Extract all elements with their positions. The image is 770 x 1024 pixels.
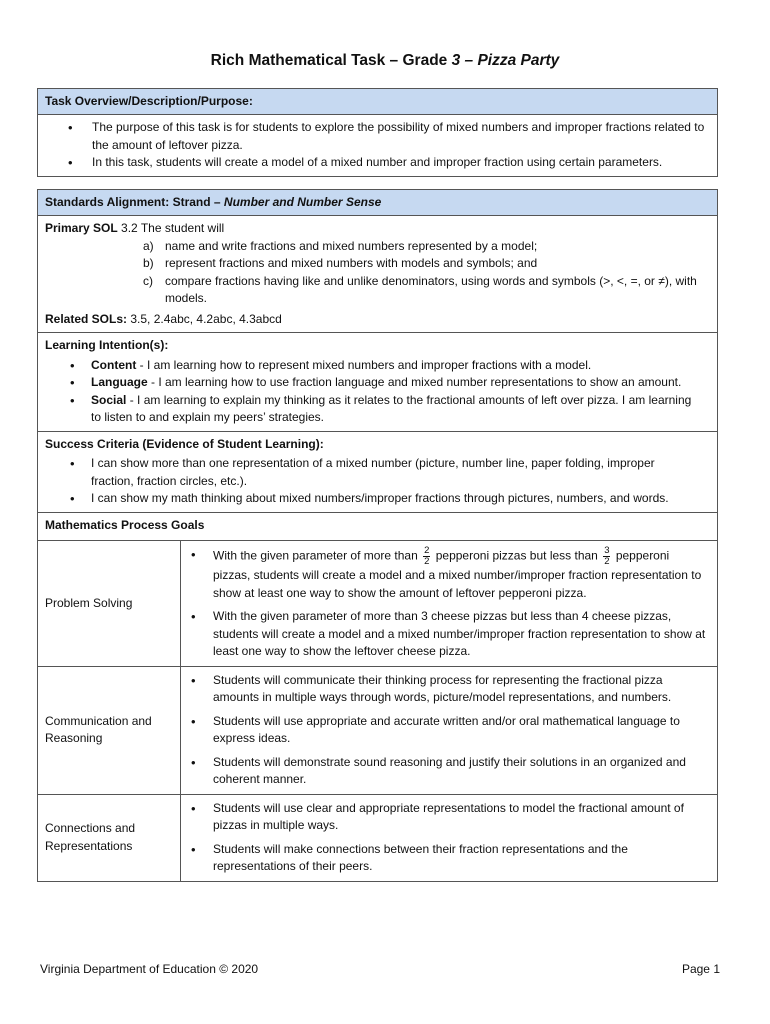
list-item: • Language - I am learning how to use fraction language and mixed number representations to show an amount. [91, 374, 700, 392]
process-goals-header-row [38, 513, 717, 542]
footer-copyright: Virginia Department of Education © 2020 [40, 962, 259, 976]
goal-label: Problem Solving [38, 541, 181, 666]
goal-list [181, 667, 717, 794]
learning-intentions-row [38, 333, 717, 432]
list-item: b) represent fractions and mixed numbers with models and symbols; and [143, 256, 538, 270]
list-item: • Students will demonstrate sound reasoning and justify their solutions in an organized and coherent manner. [213, 754, 707, 789]
process-goals-header: Mathematics Process Goals [45, 517, 205, 532]
standards-section [37, 189, 718, 882]
learning-list [45, 355, 710, 427]
list-item: • With the given parameter of more than $\frac{2}{2}$ pepperoni pizzas but less than $\frac{3}{2}$ pepperoni pizzas, students will create a model and a mixed number/improper fraction representation to show at least one way to show the amount of leftover pepperoni pizza. [213, 546, 707, 602]
list-item: • In this task, students will create a model of a mixed number and improper fraction using certain parameters. [92, 154, 707, 172]
success-header: Success Criteria (Evidence of Student Learning): [45, 436, 324, 451]
list-item: • Students will communicate their thinking process for representing the fractional pizza amounts in multiple ways through words, picture/model representations, and numbers. [213, 672, 707, 707]
goal-communication [38, 666, 717, 794]
goal-label: Communication and Reasoning [38, 667, 181, 794]
learning-header: Learning Intention(s): [45, 338, 169, 352]
goal-label: Connections and Representations [38, 795, 181, 881]
goal-list [181, 795, 717, 881]
list-item: • I can show my math thinking about mixed numbers/improper fractions through pictures, numbers, and words. [91, 490, 700, 508]
goal-connections [38, 794, 717, 881]
page-number: Page 1 [681, 962, 720, 976]
primary-sol-row: Primary SOL 3.2 The student will a) name and write fractions and mixed numbers represented by a model; b) represent fractions and mixed numbers with models and symbols; and c) compare fractions having like and unlike denominators, using words and symbols (>, <, =, or ≠), with models. Related SOLs: 3.5, 2.4abc, 4.2abc, 4.3abcd [38, 216, 717, 333]
fraction-2-over-2: $\frac{2}{2}$ [424, 545, 430, 567]
related-sols-label: Related SOLs: [45, 311, 128, 326]
overview-header: Task Overview/Description/Purpose: [38, 89, 717, 115]
fraction-3-over-2: $\frac{3}{2}$ [604, 545, 610, 567]
list-item: • Social - I am learning to explain my thinking as it relates to the fractional amounts of left over pizza. I am learning to listen to and explain my peers’ strategies. [91, 392, 700, 427]
list-item: • Students will use appropriate and accurate written and/or oral mathematical language to express ideas. [213, 713, 707, 748]
list-item: a) name and write fractions and mixed numbers represented by a model; [143, 238, 538, 253]
sol-sublist [143, 238, 710, 308]
task-overview-section [37, 88, 718, 177]
page-title: Rich Mathematical Task – Grade 3 – Pizza Party [210, 52, 560, 69]
page-footer [40, 962, 720, 976]
success-list [45, 453, 710, 508]
list-item: • Students will make connections between their fraction representations and the representations of their peers. [213, 841, 707, 876]
success-criteria-row [38, 432, 717, 513]
list-item: • I can show more than one representation of a mixed number (picture, number line, paper folding, improper fraction, fraction circles, etc.). [91, 455, 700, 490]
standards-header: Standards Alignment: Strand – Number and Number Sense [38, 190, 717, 216]
goal-problem-solving [38, 541, 717, 666]
list-item: • Content - I am learning how to represent mixed numbers and improper fractions with a model. [91, 357, 700, 375]
goal-list [181, 541, 717, 666]
list-item: • The purpose of this task is for students to explore the possibility of mixed numbers and improper fractions related to the amount of leftover pizza. [92, 119, 707, 154]
list-item: c) compare fractions having like and unlike denominators, using words and symbols (>, <, =, or ≠), with models. [143, 273, 697, 305]
overview-list [38, 115, 717, 176]
list-item: • With the given parameter of more than 3 cheese pizzas but less than 4 cheese pizzas, students will create a model and a mixed number/improper fraction representation to show at least one way to show the leftover cheese pizza. [213, 608, 707, 661]
list-item: • Students will use clear and appropriate representations to model the fractional amount of pizzas in multiple ways. [213, 800, 707, 835]
primary-sol-label: Primary SOL [45, 221, 118, 235]
